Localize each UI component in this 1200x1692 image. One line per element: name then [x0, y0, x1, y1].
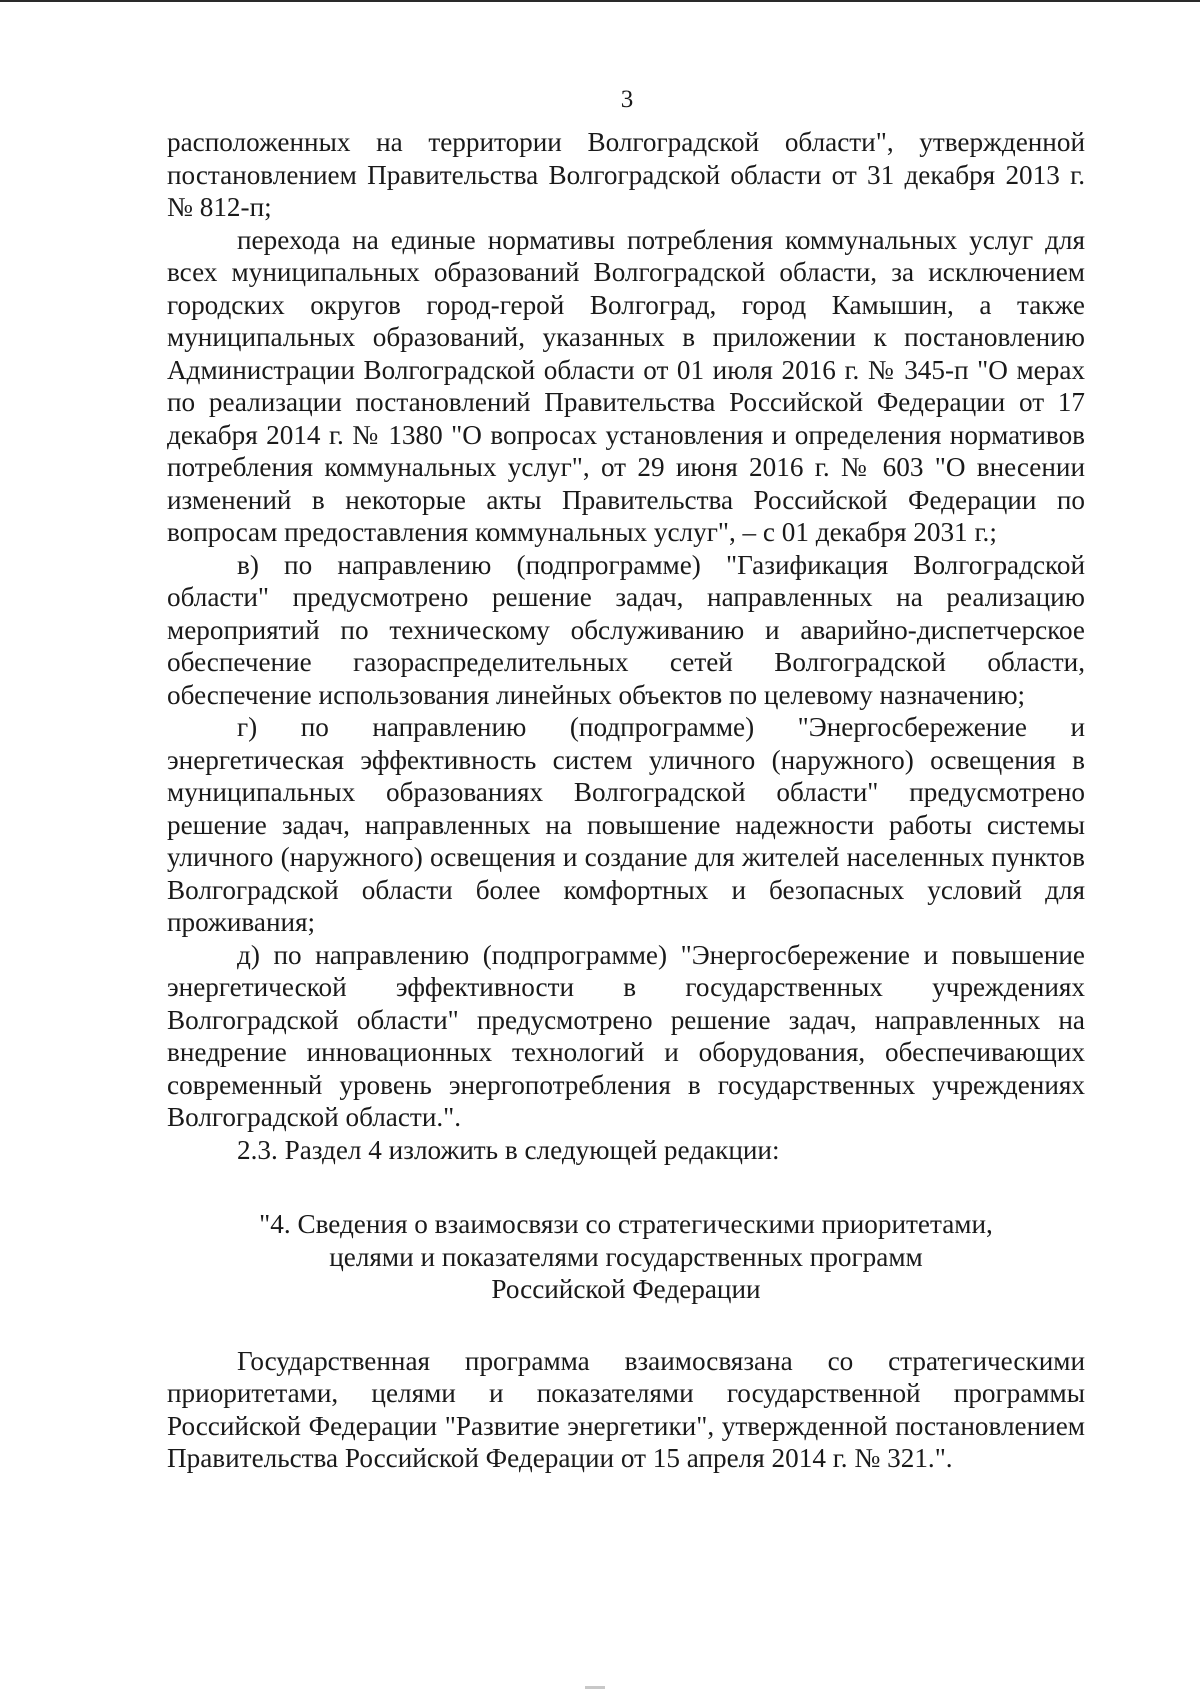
section-heading: [167, 1208, 1085, 1306]
section-heading-line-2: целями и показателями государственных программ: [329, 1241, 923, 1272]
paragraph-street-lighting: г) по направлению (подпрограмме) "Энергосбережение и энергетическая эффективность систем уличного (наружного) освещения в муниципальных образованиях Волгоградской области" предусмотрено решение задач, направленных на повышение надежности работы системы уличного (наружного) освещения и создание для жителей населенных пунктов Волгоградской области более комфортных и безопасных условий для проживания;: [167, 712, 1085, 937]
paragraph-section-amendment: 2.3. Раздел 4 изложить в следующей редакции:: [237, 1134, 780, 1165]
paragraph-continuation: расположенных на территории Волгоградской области", утвержденной постановлением Правительства Волгоградской области от 31 декабря 2013 г. № 812-п;: [167, 127, 1085, 222]
page-number: 3: [620, 86, 634, 113]
paragraph-norms-transition: перехода на единые нормативы потребления коммунальных услуг для всех муниципальных образований Волгоградской области, за исключением городских округов город-герой Волгоград, город Камышин, а также муниципальных образований, указанных в приложении к постановлению Администрации Волгоградской области от 01 июля 2016 г. № 345-п "О мерах по реализации постановлений Правительства Российской Федерации от 17 декабря 2014 г. № 1380 "О вопросах установления и определения нормативов потребления коммунальных услуг", от 29 июня 2016 г. № 603 "О внесении изменений в некоторые акты Правительства Российской Федерации по вопросам предоставления коммунальных услуг", – с 01 декабря 2031 г.;: [167, 224, 1085, 547]
scan-artifact: [585, 1686, 605, 1689]
paragraph-program-linkage: Государственная программа взаимосвязана со стратегическими приоритетами, целями и показателями государственной программы Российской Федерации "Развитие энергетики", утвержденной постановлением Правительства Российской Федерации от 15 апреля 2014 г. № 321.".: [167, 1345, 1085, 1473]
paragraph-gasification: в) по направлению (подпрограмме) "Газификация Волгоградской области" предусмотрено решение задач, направленных на реализацию мероприятий по техническому обслуживанию и аварийно-диспетчерское обеспечение газораспределительных сетей Волгоградской области, обеспечение использования линейных объектов по целевому назначению;: [167, 549, 1085, 710]
section-heading-line-3: Российской Федерации: [491, 1274, 761, 1304]
document-body: [167, 126, 1085, 1475]
section-heading-line-1: "4. Сведения о взаимосвязи со стратегическими приоритетами,: [259, 1209, 993, 1239]
paragraph-state-institutions: д) по направлению (подпрограмме) "Энергосбережение и повышение энергетической эффективности в государственных учреждениях Волгоградской области" предусмотрено решение задач, направленных на внедрение инновационных технологий и оборудования, обеспечивающих современный уровень энергопотребления в государственных учреждениях Волгоградской области.".: [167, 939, 1085, 1132]
scan-top-edge: [0, 0, 1200, 2]
